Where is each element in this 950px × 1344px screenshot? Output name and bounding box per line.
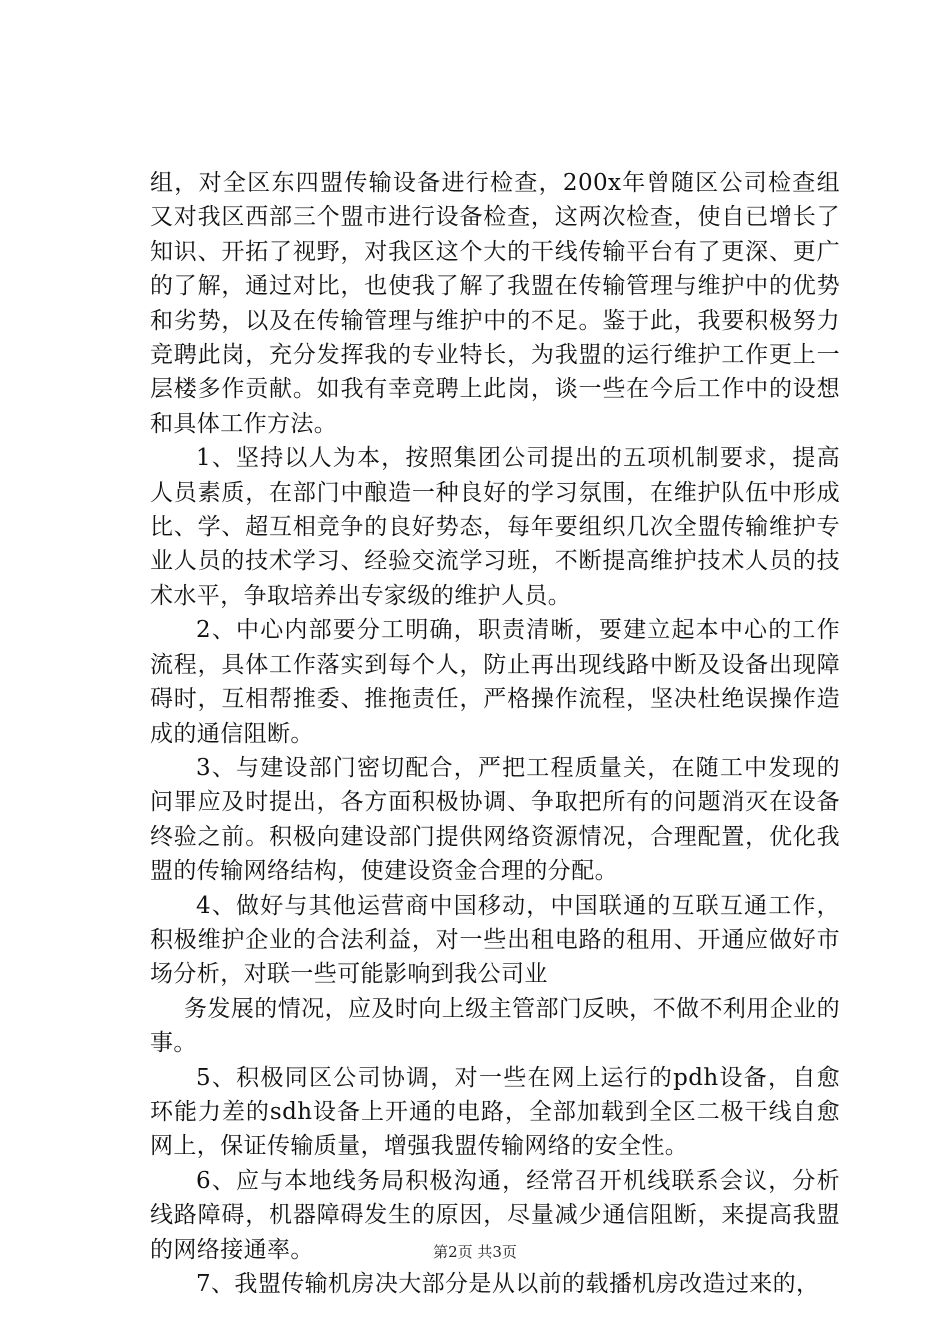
paragraph-item-4: 4、做好与其他运营商中国移动，中国联通的互联互通工作，积极维护企业的合法利益，对一些出租电路的租用、开通应做好市场分析，对联一些可能影响到我公司业 — [150, 892, 840, 988]
paragraph-item-2: 2、中心内部要分工明确，职责清晰，要建立起本中心的工作流程，具体工作落实到每个人，防止再出现线路中断及设备出现障碍时，互相帮推委、推拖责任，严格操作流程，坚决杜绝误操作造成的通信阻断。 — [150, 617, 840, 747]
document-body — [150, 166, 840, 1301]
page-number-footer: 第2页 共3页 — [433, 1243, 517, 1261]
paragraph-item-7: 7、我盟传输机房决大部分是从以前的载播机房改造过来的， — [196, 1271, 820, 1297]
paragraph-item-5: 5、积极同区公司协调，对一些在网上运行的pdh设备，自愈环能力差的sdh设备上开通的电路，全部加载到全区二极干线自愈网上，保证传输质量，增强我盟传输网络的安全性。 — [150, 1064, 840, 1160]
paragraph-item-3: 3、与建设部门密切配合，严把工程质量关，在随工中发现的问罪应及时提出，各方面积极协调、争取把所有的问题消灭在设备终验之前。积极向建设部门提供网络资源情况，合理配置，优化我盟的传输网络结构，使建设资金合理的分配。 — [150, 754, 840, 885]
paragraph-item-6: 6、应与本地线务局积极沟通，经常召开机线联系会议，分析线路障碍，机器障碍发生的原因，尽量减少通信阻断，来提高我盟的网络接通率。 — [150, 1167, 840, 1263]
paragraph-item-1: 1、坚持以人为本，按照集团公司提出的五项机制要求，提高人员素质，在部门中酿造一种良好的学习氛围，在维护队伍中形成比、学、超互相竞争的良好势态，每年要组织几次全盟传输维护专业人员的技术学习、经验交流学习班，不断提高维护技术人员的技术水平，争取培养出专家级的维护人员。 — [150, 445, 840, 609]
paragraph-intro: 组，对全区东四盟传输设备进行检查，200x年曾随区公司检查组又对我区西部三个盟市进行设备检查，这两次检查，使自已增长了知识、开拓了视野，对我区这个大的干线传输平台有了更深、更广的了解，通过对比，也使我了解了我盟在传输管理与维护中的优势和劣势，以及在传输管理与维护中的不足。鉴于此，我要积极努力竞聘此岗，充分发挥我的专业特长，为我盟的运行维护工作更上一层楼多作贡献。如我有幸竞聘上此岗，谈一些在今后工作中的设想和具体工作方法。 — [150, 170, 840, 437]
paragraph-item-4-continued: 务发展的情况，应及时向上级主管部门反映，不做不利用企业的事。 — [150, 995, 840, 1057]
